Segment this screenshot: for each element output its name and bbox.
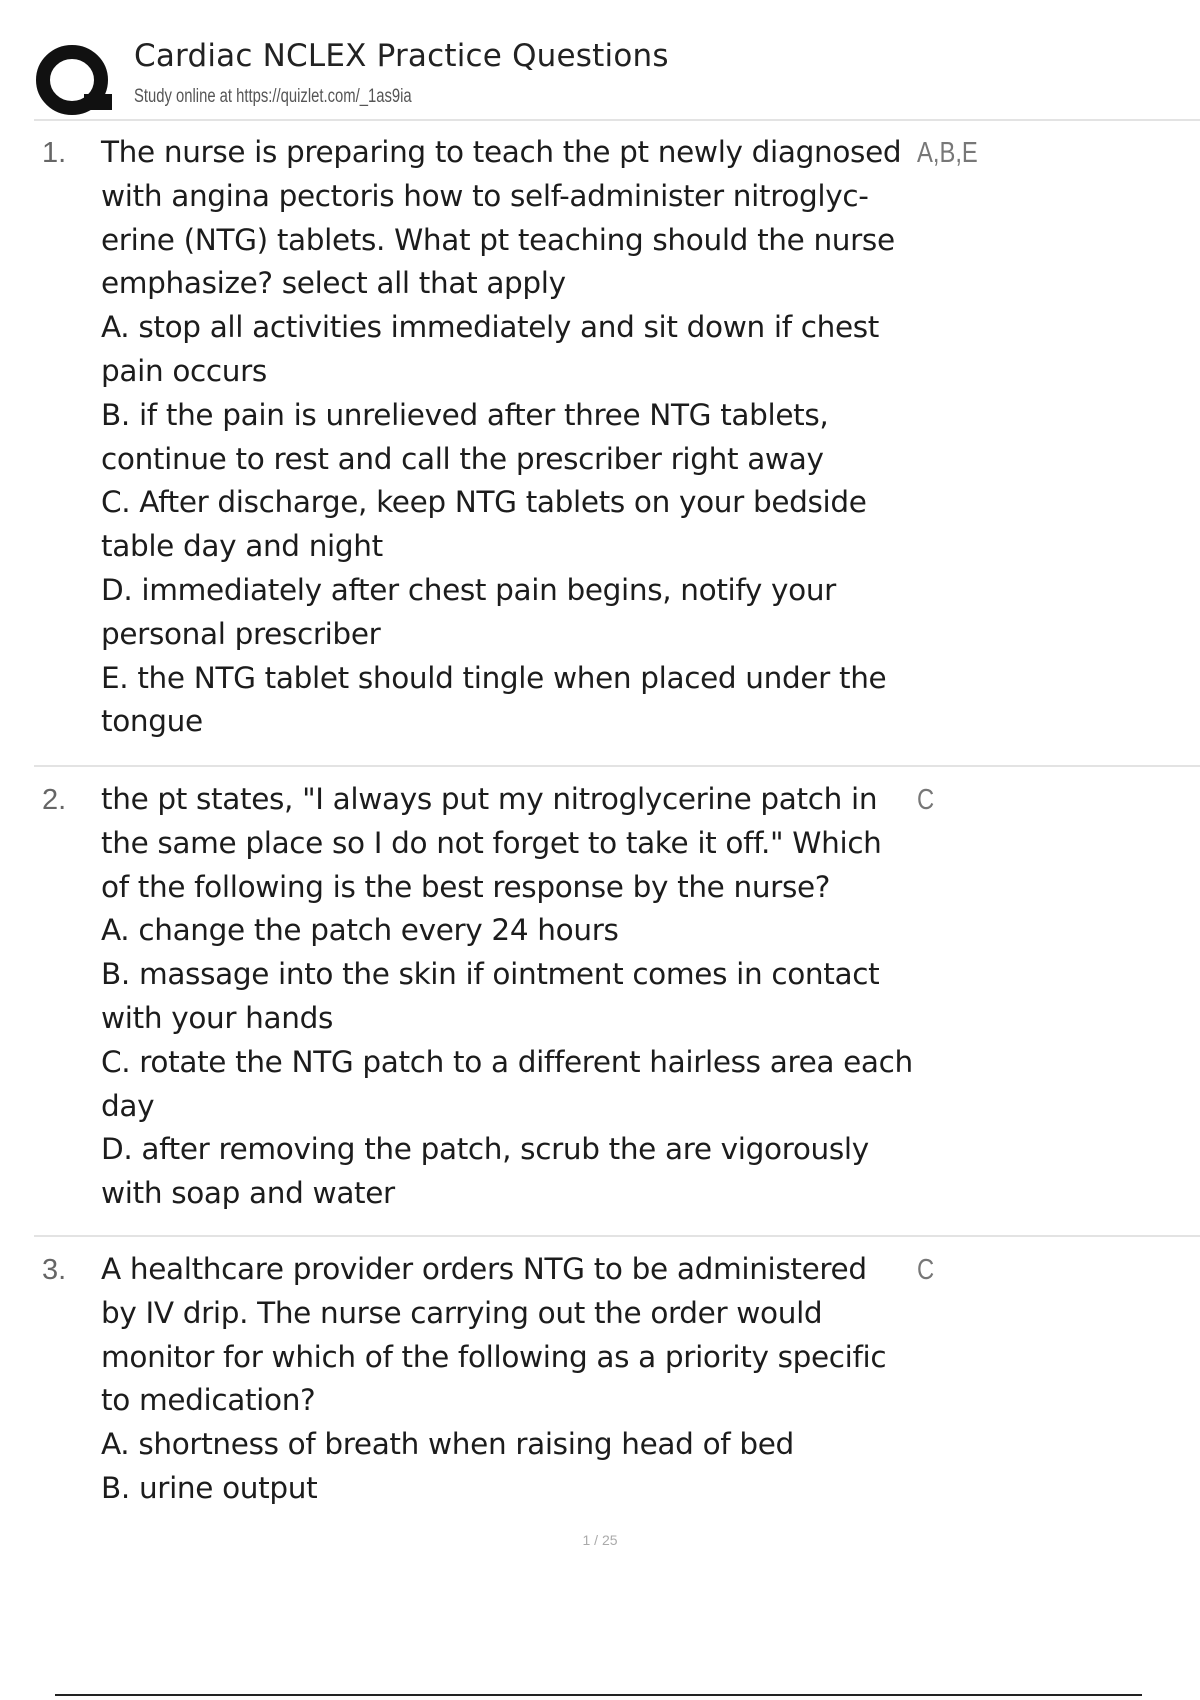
question-line: monitor for which of the following as a priority specific [101, 1339, 887, 1374]
question-line: by IV drip. The nurse carrying out the order would [101, 1295, 823, 1330]
option-line: table day and night [101, 529, 383, 564]
question-number: 2. [42, 784, 67, 816]
question-line: erine (NTG) tablets. What pt teaching should the nurse [101, 222, 895, 257]
option-line: C. After discharge, keep NTG tablets on your bedside [101, 485, 867, 520]
document-title: Cardiac NCLEX Practice Questions [134, 38, 669, 74]
question-text [101, 778, 949, 1216]
option-line: D. after removing the patch, scrub the are vigorously [101, 1132, 869, 1167]
option-line: day [101, 1088, 155, 1123]
answer-key: A,B,E [917, 137, 978, 169]
question-line: to medication? [101, 1383, 316, 1418]
answer-key: C [917, 784, 935, 816]
option-line: D. immediately after chest pain begins, notify your [101, 572, 836, 607]
question-line: the same place so I do not forget to take it off." Which [101, 825, 882, 860]
question-text [101, 1248, 949, 1511]
question-text [101, 131, 949, 744]
question-line: The nurse is preparing to teach the pt newly diagnosed [101, 135, 902, 169]
option-line: A. change the patch every 24 hours [101, 913, 619, 948]
header-divider [34, 119, 1200, 121]
option-line: with soap and water [101, 1176, 395, 1211]
question-line: A healthcare provider orders NTG to be administered [101, 1252, 867, 1286]
option-line: tongue [101, 704, 203, 739]
question-number: 1. [42, 137, 67, 169]
question-number: 3. [42, 1254, 67, 1286]
question-line: with angina pectoris how to self-administer nitroglyc- [101, 178, 869, 213]
page-number: 1 / 25 [582, 1532, 618, 1548]
quizlet-q-logo-icon [34, 40, 114, 120]
option-line: with your hands [101, 1000, 333, 1035]
option-line: E. the NTG tablet should tingle when placed under the [101, 660, 887, 695]
option-line: C. rotate the NTG patch to a different hairless area each [101, 1044, 913, 1079]
question-line: of the following is the best response by the nurse? [101, 869, 831, 904]
option-line: pain occurs [101, 353, 267, 388]
option-line: continue to rest and call the prescriber right away [101, 441, 824, 476]
question-divider [34, 765, 1200, 767]
question-divider [34, 1235, 1200, 1237]
document-header [34, 36, 1200, 120]
question-line: emphasize? select all that apply [101, 266, 566, 301]
option-line: A. stop all activities immediately and sit down if chest [101, 310, 880, 345]
study-online-link[interactable]: Study online at https://quizlet.com/_1as9ia [134, 86, 412, 107]
option-line: B. if the pain is unrelieved after three NTG tablets, [101, 397, 829, 432]
question-line: the pt states, "I always put my nitroglycerine patch in [101, 782, 878, 816]
page-bottom-rule [55, 1694, 1142, 1696]
option-line: B. urine output [101, 1470, 318, 1505]
option-line: personal prescriber [101, 616, 381, 651]
option-line: B. massage into the skin if ointment comes in contact [101, 957, 880, 992]
answer-key: C [917, 1254, 935, 1286]
option-line: A. shortness of breath when raising head of bed [101, 1427, 794, 1462]
